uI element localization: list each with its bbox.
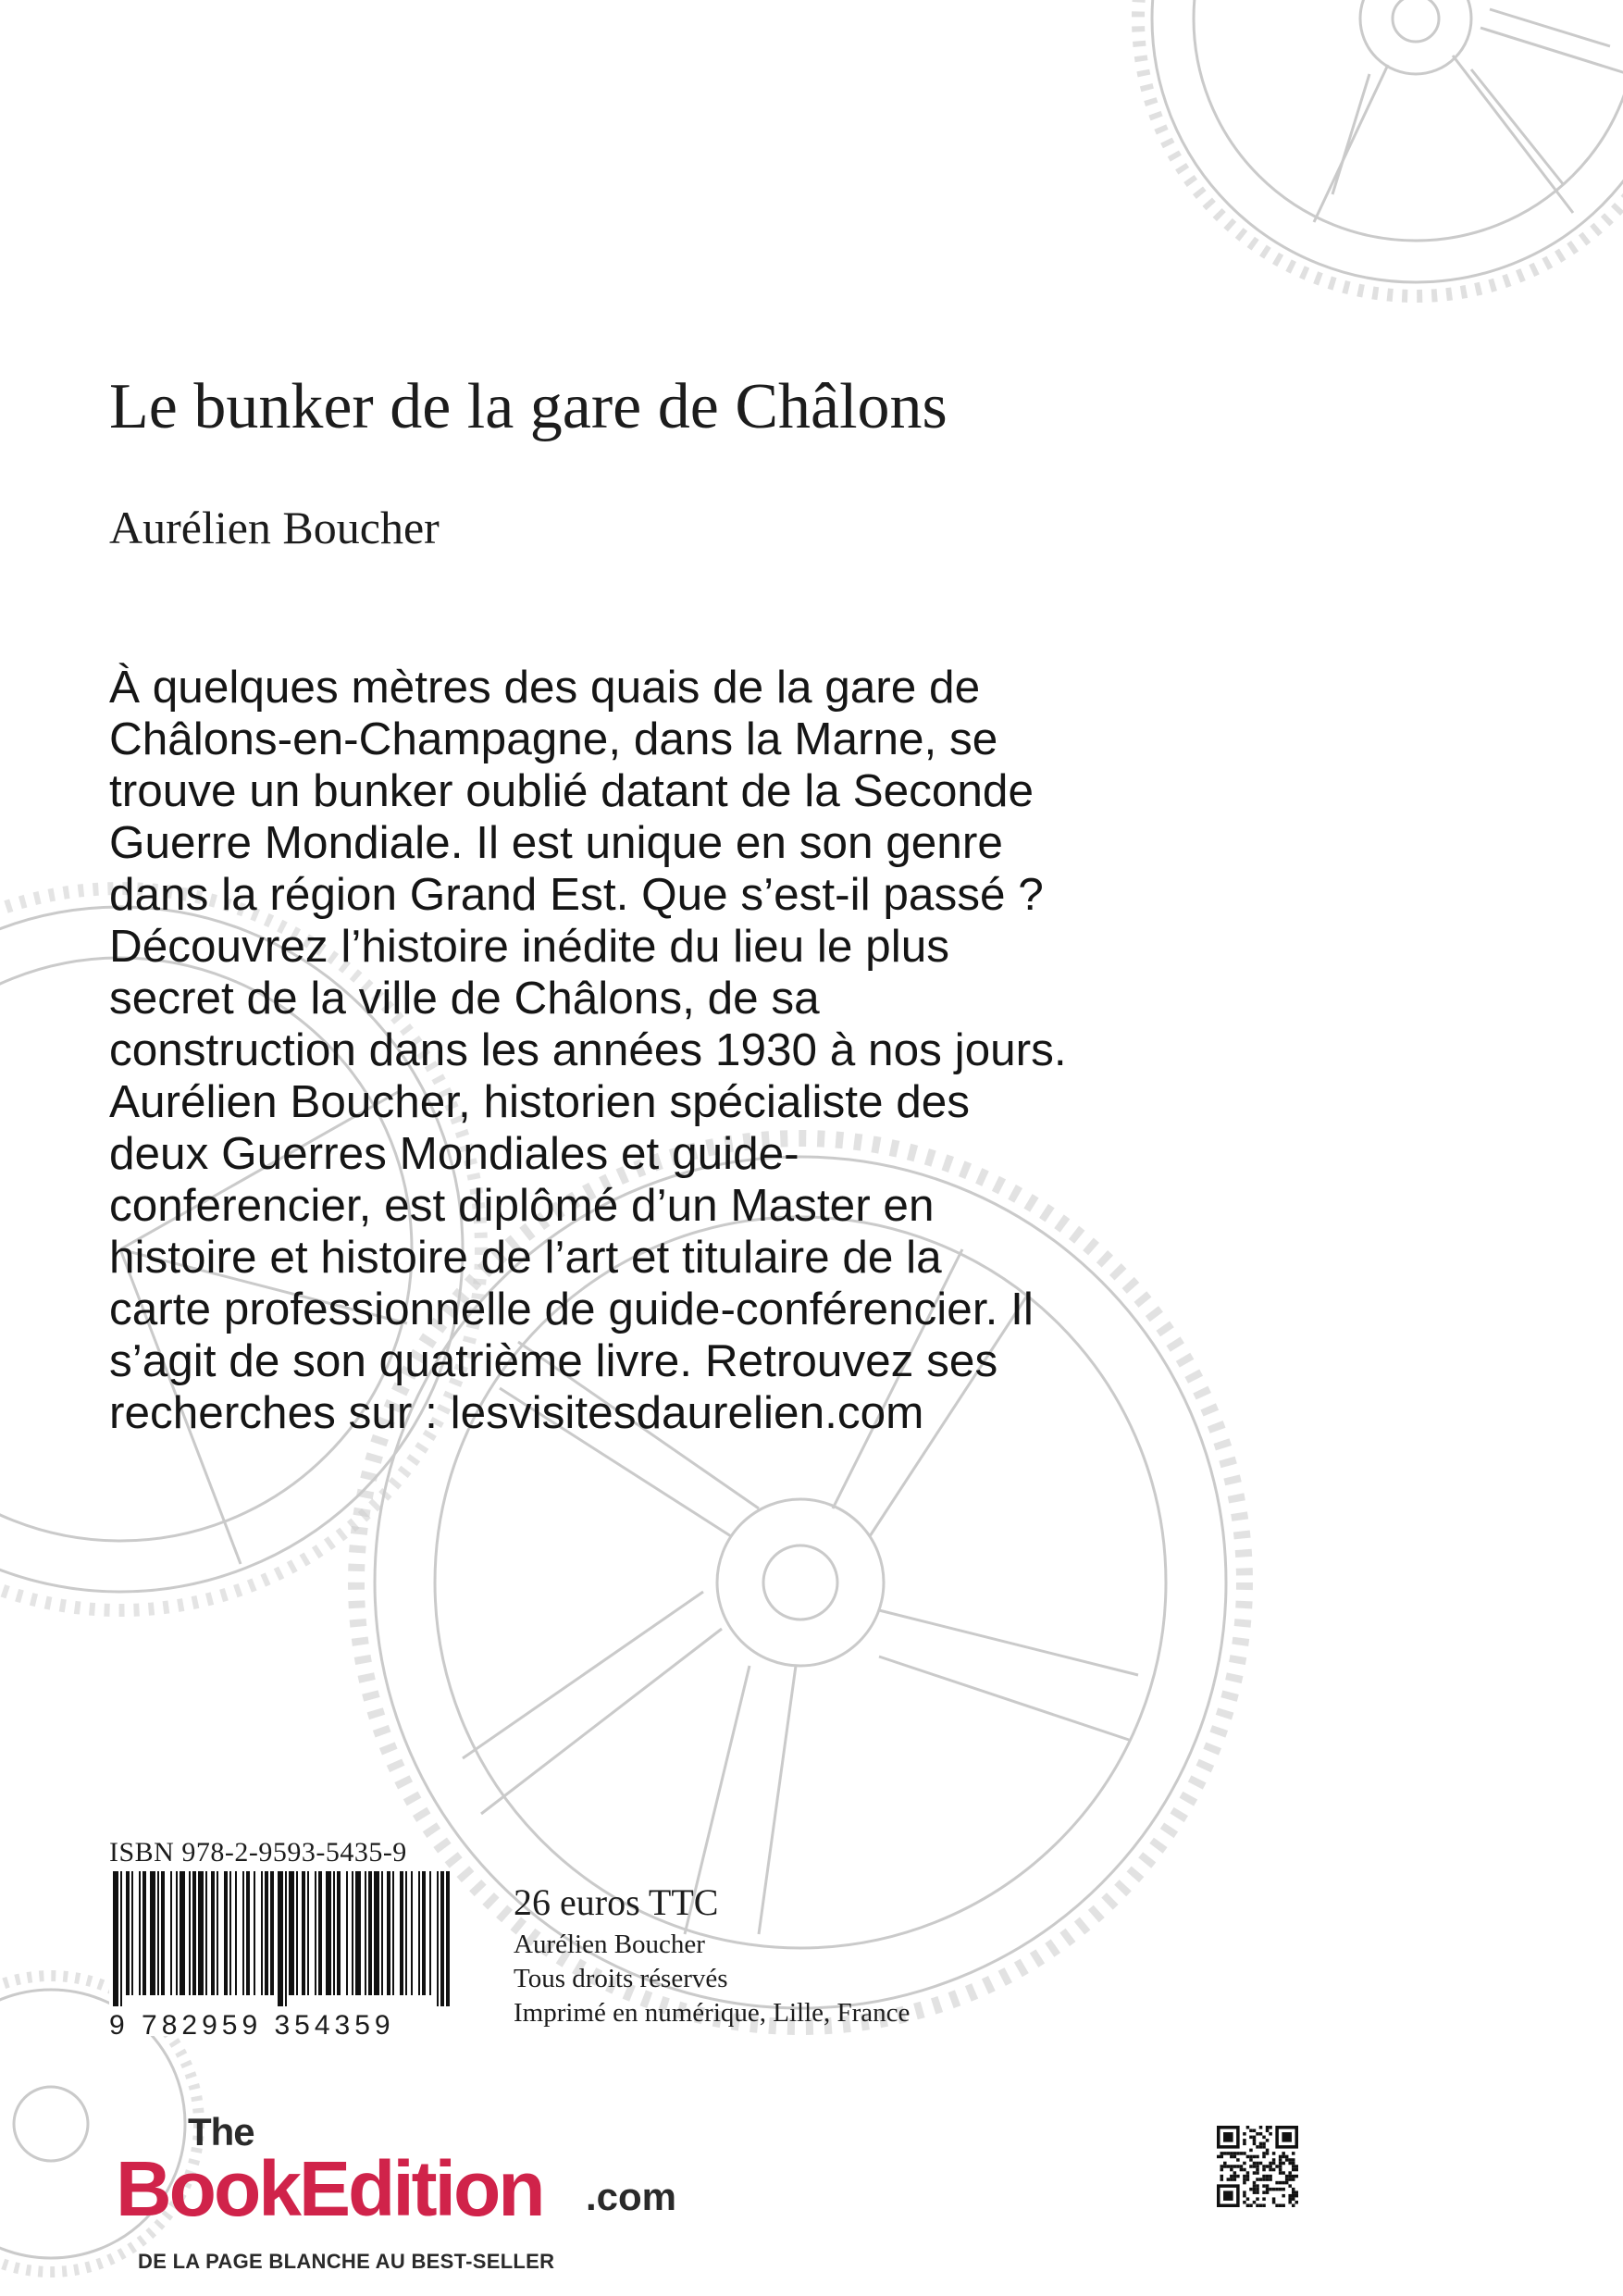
gear-top-right <box>1138 0 1623 296</box>
qr-module <box>1230 2175 1233 2178</box>
barcode-bar <box>235 1871 237 1995</box>
qr-module <box>1282 2162 1285 2166</box>
qr-module <box>1292 2165 1295 2168</box>
qr-module <box>1262 2142 1266 2146</box>
qr-module <box>1256 2155 1259 2159</box>
barcode-bar <box>242 1871 244 1995</box>
qr-module <box>1220 2155 1224 2159</box>
qr-module <box>1275 2188 1279 2191</box>
book-author: Aurélien Boucher <box>109 502 440 553</box>
qr-module <box>1256 2171 1259 2175</box>
barcode-bar <box>157 1871 159 1995</box>
qr-module <box>1246 2126 1250 2129</box>
summary-line: Découvrez l’histoire inédite du lieu le plus <box>109 921 949 972</box>
barcode-bar <box>368 1871 372 1995</box>
qr-module <box>1233 2171 1237 2175</box>
qr-module <box>1246 2197 1250 2201</box>
barcode-bar <box>418 1871 420 1995</box>
barcode-bar <box>446 1871 450 2006</box>
barcode-bar <box>150 1871 155 1995</box>
qr-module <box>1269 2165 1272 2168</box>
qr-module <box>1259 2203 1263 2207</box>
barcode-bar <box>315 1871 316 1995</box>
qr-module <box>1288 2178 1292 2181</box>
qr-module <box>1220 2165 1224 2168</box>
qr-module <box>1262 2184 1266 2188</box>
qr-module <box>1249 2188 1253 2191</box>
barcode-bar <box>296 1871 298 1995</box>
qr-module <box>1266 2175 1270 2178</box>
qr-finder <box>1223 2191 1233 2201</box>
qr-module <box>1246 2178 1250 2181</box>
summary-line: trouve un bunker oublié datant de la Seconde <box>109 765 1034 816</box>
qr-module <box>1256 2197 1259 2201</box>
qr-module <box>1275 2181 1279 2185</box>
qr-module <box>1230 2165 1233 2168</box>
qr-module <box>1272 2188 1276 2191</box>
barcode-bar <box>198 1871 204 1995</box>
qr-module <box>1246 2175 1250 2178</box>
qr-module <box>1243 2175 1246 2178</box>
qr-module <box>1282 2194 1285 2198</box>
barcode-bar <box>278 1871 283 2006</box>
isbn-label: ISBN 978-2-9593-5435-9 <box>109 1837 407 1868</box>
qr-module <box>1262 2175 1266 2178</box>
qr-module <box>1269 2162 1272 2166</box>
summary-line: dans la région Grand Est. Que s’est-il passé ? <box>109 869 1044 920</box>
qr-module <box>1233 2165 1237 2168</box>
qr-module <box>1253 2129 1257 2133</box>
qr-module <box>1220 2175 1224 2178</box>
qr-module <box>1262 2191 1266 2194</box>
qr-module <box>1243 2181 1246 2185</box>
barcode-bar <box>176 1871 178 1995</box>
barcode-bar <box>205 1871 207 1995</box>
qr-module <box>1285 2181 1289 2185</box>
barcode-bar <box>422 1871 426 1995</box>
qr-module <box>1240 2168 1244 2172</box>
qr-module <box>1236 2165 1240 2168</box>
qr-module <box>1295 2175 1298 2178</box>
qr-module <box>1253 2142 1257 2146</box>
qr-module <box>1269 2126 1272 2129</box>
barcode-bar <box>307 1871 309 1995</box>
summary-line: construction dans les années 1930 à nos jours. <box>109 1024 1067 1075</box>
barcode-bar <box>217 1871 218 1995</box>
qr-module <box>1217 2155 1220 2159</box>
barcode-bar <box>113 1871 118 2006</box>
qr-module <box>1279 2155 1282 2159</box>
qr-module <box>1262 2145 1266 2149</box>
qr-module <box>1269 2188 1272 2191</box>
bio-line: recherches sur : lesvisitesdaurelien.com <box>109 1387 924 1438</box>
qr-module <box>1253 2181 1257 2185</box>
qr-module <box>1243 2178 1246 2181</box>
qr-module <box>1288 2158 1292 2162</box>
price: 26 euros TTC <box>514 1881 719 1923</box>
barcode-bar <box>254 1871 255 1995</box>
barcode-bar <box>170 1871 172 1995</box>
qr-module <box>1288 2175 1292 2178</box>
qr-module <box>1256 2165 1259 2168</box>
qr-module <box>1249 2158 1253 2162</box>
qr-module <box>1249 2165 1253 2168</box>
qr-module <box>1249 2155 1253 2159</box>
qr-module <box>1282 2171 1285 2175</box>
barcode-bar <box>192 1871 196 1995</box>
qr-module <box>1282 2188 1285 2191</box>
qr-module <box>1256 2191 1259 2194</box>
qr-module <box>1236 2175 1240 2178</box>
barcode-bar <box>387 1871 390 1995</box>
barcode-bar <box>326 1871 331 1995</box>
qr-module <box>1282 2181 1285 2185</box>
bio-line: histoire et histoire de l’art et titulaire de la <box>109 1232 942 1283</box>
publisher-logo[interactable] <box>116 2110 689 2289</box>
bio-line: deux Guerres Mondiales et guide- <box>109 1128 799 1179</box>
qr-module <box>1253 2184 1257 2188</box>
barcode-bars <box>109 1869 452 2008</box>
barcode-bar <box>261 1871 263 1995</box>
print-info: Imprimé en numérique, Lille, France <box>514 1998 911 2028</box>
qr-module <box>1292 2178 1295 2181</box>
qr-module <box>1272 2197 1276 2201</box>
qr-module <box>1279 2158 1282 2162</box>
qr-module <box>1253 2162 1257 2166</box>
qr-module <box>1236 2152 1240 2155</box>
qr-module <box>1262 2203 1266 2207</box>
qr-module <box>1292 2197 1295 2201</box>
qr-module <box>1282 2155 1285 2159</box>
barcode-bar <box>189 1871 191 1995</box>
qr-module <box>1288 2171 1292 2175</box>
qr-module <box>1220 2168 1224 2172</box>
barcode-bar <box>429 1871 431 1995</box>
qr-module <box>1227 2178 1231 2181</box>
qr-module <box>1292 2194 1295 2198</box>
qr-module <box>1272 2162 1276 2166</box>
qr-module <box>1256 2184 1259 2188</box>
qr-module <box>1279 2168 1282 2172</box>
barcode-bar <box>352 1871 353 1995</box>
qr-module <box>1295 2191 1298 2194</box>
qr-module <box>1285 2178 1289 2181</box>
qr-module <box>1279 2188 1282 2191</box>
qr-module <box>1266 2129 1270 2133</box>
barcode-bar <box>392 1871 394 1995</box>
barcode-bar <box>211 1871 215 1995</box>
bio-line: carte professionnelle de guide-conférencier. Il <box>109 1284 1034 1334</box>
qr-module <box>1253 2139 1257 2142</box>
qr-module <box>1243 2201 1246 2204</box>
qr-module <box>1279 2181 1282 2185</box>
qr-module <box>1259 2126 1263 2129</box>
qr-module <box>1249 2203 1253 2207</box>
qr-module <box>1295 2165 1298 2168</box>
qr-module <box>1259 2132 1263 2136</box>
qr-module <box>1266 2178 1270 2181</box>
bio-line: conferencier, est diplômé d’un Master en <box>109 1180 935 1231</box>
qr-module <box>1253 2165 1257 2168</box>
barcode-bar <box>142 1871 146 1995</box>
qr-module <box>1292 2191 1295 2194</box>
qr-code-icon[interactable] <box>1217 2126 1298 2207</box>
barcode-bar <box>440 1871 444 2006</box>
qr-module <box>1249 2136 1253 2140</box>
logo-tagline: DE LA PAGE BLANCHE AU BEST-SELLER <box>138 2250 555 2273</box>
qr-module <box>1243 2168 1246 2172</box>
author-bio-paragraph <box>109 1076 1034 1439</box>
qr-module <box>1259 2178 1263 2181</box>
qr-module <box>1292 2152 1295 2155</box>
barcode-bar <box>337 1871 341 1995</box>
qr-module <box>1292 2188 1295 2191</box>
barcode-digits: 9 782959 354359 <box>109 2010 395 2041</box>
qr-module <box>1233 2178 1237 2181</box>
summary-line: secret de la ville de Châlons, de sa <box>109 973 820 1024</box>
qr-module <box>1243 2139 1246 2142</box>
qr-module <box>1259 2162 1263 2166</box>
qr-module <box>1262 2165 1266 2168</box>
qr-module <box>1288 2184 1292 2188</box>
qr-module <box>1246 2155 1250 2159</box>
barcode-bar <box>333 1871 335 1995</box>
qr-module <box>1240 2165 1244 2168</box>
qr-module <box>1288 2201 1292 2204</box>
qr-module <box>1275 2203 1279 2207</box>
rights-notice: Tous droits réservés <box>514 1964 728 1993</box>
qr-module <box>1243 2142 1246 2146</box>
barcode-bar <box>246 1871 250 1995</box>
logo-name: BookEdition <box>116 2145 543 2232</box>
barcode <box>109 1869 452 2041</box>
bio-line: s’agit de son quatrième livre. Retrouvez ses <box>109 1335 998 1386</box>
qr-module <box>1295 2168 1298 2172</box>
qr-module <box>1256 2145 1259 2149</box>
qr-module <box>1249 2149 1253 2153</box>
qr-module <box>1262 2197 1266 2201</box>
qr-module <box>1233 2155 1237 2159</box>
barcode-bar <box>346 1871 348 1995</box>
qr-module <box>1275 2165 1279 2168</box>
qr-module <box>1266 2165 1270 2168</box>
qr-module <box>1256 2132 1259 2136</box>
barcode-bar <box>302 1871 305 1995</box>
summary-paragraph <box>109 662 1067 1076</box>
barcode-bar <box>126 1871 130 1995</box>
qr-module <box>1285 2175 1289 2178</box>
barcode-bar <box>411 1871 413 1995</box>
qr-module <box>1230 2168 1233 2172</box>
qr-module <box>1266 2149 1270 2153</box>
qr-module <box>1246 2171 1250 2175</box>
qr-module <box>1266 2126 1270 2129</box>
qr-module <box>1266 2184 1270 2188</box>
barcode-bar <box>270 1871 274 1995</box>
qr-module <box>1233 2152 1237 2155</box>
qr-module <box>1269 2132 1272 2136</box>
barcode-bar <box>285 1871 287 2006</box>
qr-module <box>1266 2139 1270 2142</box>
qr-module <box>1292 2175 1295 2178</box>
qr-module <box>1292 2162 1295 2166</box>
qr-module <box>1272 2158 1276 2162</box>
barcode-bar <box>265 1871 268 1995</box>
qr-module <box>1285 2158 1289 2162</box>
qr-module <box>1230 2155 1233 2159</box>
barcode-bar <box>161 1871 165 1995</box>
qr-module <box>1279 2165 1282 2168</box>
qr-module <box>1236 2158 1240 2162</box>
summary-line: Châlons-en-Champagne, dans la Marne, se <box>109 714 998 764</box>
barcode-bar <box>374 1871 379 1995</box>
qr-module <box>1253 2188 1257 2191</box>
qr-module <box>1253 2201 1257 2204</box>
qr-module <box>1262 2136 1266 2140</box>
qr-module <box>1285 2155 1289 2159</box>
qr-module <box>1272 2168 1276 2172</box>
qr-module <box>1243 2152 1246 2155</box>
qr-module <box>1223 2162 1227 2166</box>
qr-module <box>1288 2197 1292 2201</box>
barcode-bar <box>224 1871 228 1995</box>
qr-module <box>1259 2142 1263 2146</box>
qr-module <box>1253 2155 1257 2159</box>
qr-module <box>1266 2152 1270 2155</box>
qr-module <box>1266 2191 1270 2194</box>
barcode-bar <box>180 1871 185 1995</box>
barcode-bar <box>289 1871 294 1995</box>
bio-line: Aurélien Boucher, historien spécialiste des <box>109 1076 971 1127</box>
qr-module <box>1253 2136 1257 2140</box>
rights-author: Aurélien Boucher <box>514 1930 705 1959</box>
barcode-bar <box>139 1871 141 1995</box>
qr-finder <box>1223 2132 1233 2142</box>
barcode-bar <box>365 1871 366 1995</box>
qr-module <box>1256 2162 1259 2166</box>
barcode-bar <box>131 1871 133 1995</box>
qr-module <box>1256 2178 1259 2181</box>
qr-module <box>1233 2175 1237 2178</box>
qr-finder <box>1282 2132 1292 2142</box>
qr-module <box>1269 2168 1272 2172</box>
qr-module <box>1243 2191 1246 2194</box>
summary-line: Guerre Mondiale. Il est unique en son genre <box>109 817 1003 868</box>
qr-module <box>1269 2178 1272 2181</box>
qr-module <box>1266 2188 1270 2191</box>
qr-module <box>1220 2152 1224 2155</box>
qr-module <box>1230 2178 1233 2181</box>
qr-module <box>1282 2152 1285 2155</box>
qr-module <box>1246 2203 1250 2207</box>
qr-module <box>1243 2162 1246 2166</box>
qr-module <box>1230 2152 1233 2155</box>
barcode-bar <box>120 1871 122 2006</box>
logo-domain: .com <box>586 2175 677 2218</box>
barcode-bar <box>355 1871 361 1995</box>
qr-module <box>1240 2152 1244 2155</box>
qr-module <box>1253 2171 1257 2175</box>
summary-line: À quelques mètres des quais de la gare de <box>109 662 981 713</box>
barcode-bar <box>381 1871 383 1995</box>
qr-module <box>1253 2191 1257 2194</box>
qr-module <box>1227 2165 1231 2168</box>
qr-module <box>1256 2203 1259 2207</box>
qr-module <box>1256 2188 1259 2191</box>
qr-module <box>1243 2132 1246 2136</box>
qr-module <box>1279 2162 1282 2166</box>
qr-module <box>1220 2178 1224 2181</box>
barcode-bar <box>405 1871 407 1995</box>
qr-module <box>1262 2178 1266 2181</box>
qr-module <box>1282 2203 1285 2207</box>
qr-module <box>1269 2175 1272 2178</box>
barcode-bar <box>318 1871 322 1995</box>
qr-module <box>1295 2194 1298 2198</box>
qr-module <box>1262 2168 1266 2172</box>
qr-module <box>1223 2152 1227 2155</box>
book-title: Le bunker de la gare de Châlons <box>109 371 948 442</box>
barcode-bar <box>437 1871 439 2006</box>
qr-module <box>1223 2165 1227 2168</box>
qr-module <box>1262 2155 1266 2159</box>
qr-module <box>1272 2152 1276 2155</box>
logo-the: The <box>188 2110 254 2153</box>
barcode-bar <box>400 1871 403 1995</box>
qr-module <box>1259 2145 1263 2149</box>
qr-module <box>1295 2201 1298 2204</box>
qr-module <box>1292 2203 1295 2207</box>
barcode-bar <box>229 1871 231 1995</box>
qr-module <box>1288 2194 1292 2198</box>
qr-module <box>1262 2152 1266 2155</box>
qr-module <box>1288 2162 1292 2166</box>
qr-module <box>1279 2171 1282 2175</box>
qr-module <box>1272 2201 1276 2204</box>
qr-module <box>1227 2152 1231 2155</box>
qr-module <box>1243 2194 1246 2198</box>
qr-module <box>1292 2158 1295 2162</box>
qr-module <box>1249 2129 1253 2133</box>
qr-module <box>1256 2168 1259 2172</box>
qr-module <box>1279 2203 1282 2207</box>
qr-module <box>1292 2168 1295 2172</box>
